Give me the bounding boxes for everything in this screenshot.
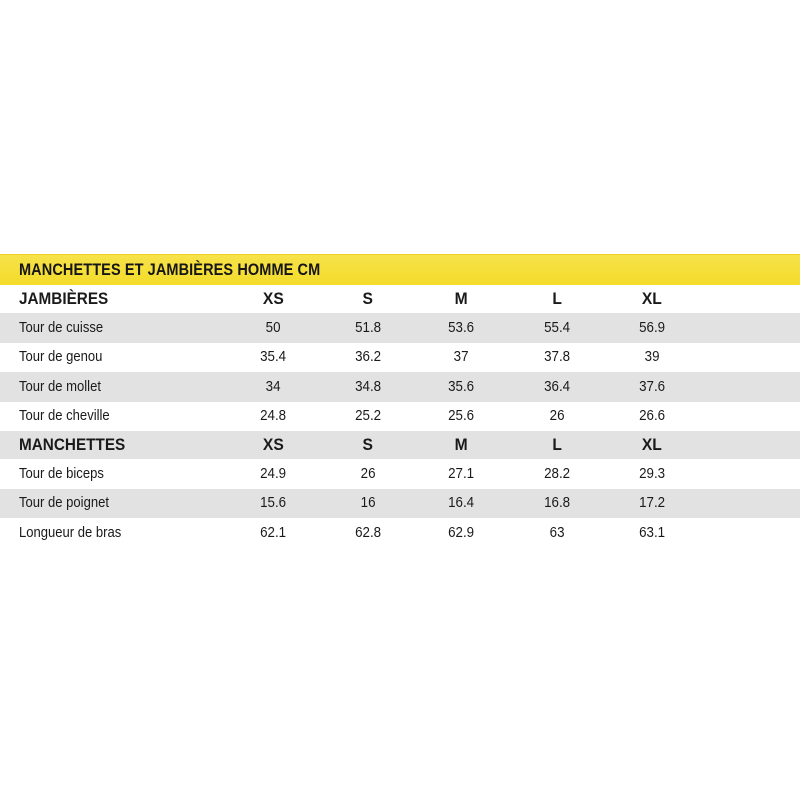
table-cell: 17.2 — [639, 495, 665, 512]
table-row — [0, 518, 800, 548]
size-header-m: M — [454, 289, 468, 308]
table-cell: 26 — [360, 465, 376, 482]
table-cell: 36.4 — [544, 378, 570, 395]
table-cell: 37.6 — [639, 378, 665, 395]
table-cell: 51.8 — [355, 319, 381, 336]
table-cell: 24.9 — [260, 465, 286, 482]
table-cell: 63 — [549, 524, 565, 541]
table-cell: 15.6 — [260, 495, 286, 512]
table-row — [0, 372, 800, 402]
row-label: Longueur de bras — [19, 524, 122, 541]
table-cell: 37 — [453, 349, 469, 366]
size-header-xl: XL — [641, 289, 662, 308]
row-label: Tour de biceps — [19, 465, 104, 482]
table-row — [0, 459, 800, 489]
size-header-l: L — [552, 289, 562, 308]
table-cell: 55.4 — [544, 319, 570, 336]
table-cell: 36.2 — [355, 349, 381, 366]
table-row — [0, 402, 800, 432]
row-label: Tour de cuisse — [19, 319, 104, 336]
table-cell: 34 — [265, 378, 281, 395]
table-cell: 29.3 — [639, 465, 665, 482]
table-cell: 50 — [265, 319, 281, 336]
table-cell: 16.4 — [448, 495, 474, 512]
table-cell: 35.4 — [260, 349, 286, 366]
section-header-jambieres — [0, 285, 800, 313]
table-cell: 56.9 — [639, 319, 665, 336]
table-cell: 25.2 — [355, 408, 381, 425]
size-chart-table — [0, 254, 800, 548]
table-cell: 27.1 — [448, 465, 474, 482]
table-cell: 39 — [644, 349, 660, 366]
table-cell: 35.6 — [448, 378, 474, 395]
size-header-l: L — [552, 435, 562, 454]
size-header-xs: XS — [262, 289, 284, 308]
table-cell: 63.1 — [639, 524, 665, 541]
table-cell: 16 — [360, 495, 376, 512]
section-heading: JAMBIÈRES — [19, 289, 109, 308]
table-cell: 62.9 — [448, 524, 474, 541]
table-cell: 28.2 — [544, 465, 570, 482]
size-header-xs: XS — [262, 435, 284, 454]
table-cell: 62.8 — [355, 524, 381, 541]
table-cell: 34.8 — [355, 378, 381, 395]
table-row — [0, 313, 800, 343]
size-header-xl: XL — [641, 435, 662, 454]
table-cell: 26.6 — [639, 408, 665, 425]
table-cell: 62.1 — [260, 524, 286, 541]
table-cell: 24.8 — [260, 408, 286, 425]
section-heading: MANCHETTES — [19, 435, 126, 454]
size-header-m: M — [454, 435, 468, 454]
size-header-s: S — [362, 435, 374, 454]
table-cell: 37.8 — [544, 349, 570, 366]
table-title: MANCHETTES ET JAMBIÈRES HOMME CM — [19, 260, 321, 279]
table-cell: 53.6 — [448, 319, 474, 336]
row-label: Tour de poignet — [19, 495, 109, 512]
table-cell: 26 — [549, 408, 565, 425]
table-row — [0, 489, 800, 519]
table-cell: 16.8 — [544, 495, 570, 512]
table-title-bar — [0, 254, 800, 285]
row-label: Tour de cheville — [19, 408, 110, 425]
row-label: Tour de genou — [19, 349, 103, 366]
row-label: Tour de mollet — [19, 378, 101, 395]
size-header-s: S — [362, 289, 374, 308]
section-header-manchettes — [0, 431, 800, 459]
table-row — [0, 343, 800, 373]
table-cell: 25.6 — [448, 408, 474, 425]
